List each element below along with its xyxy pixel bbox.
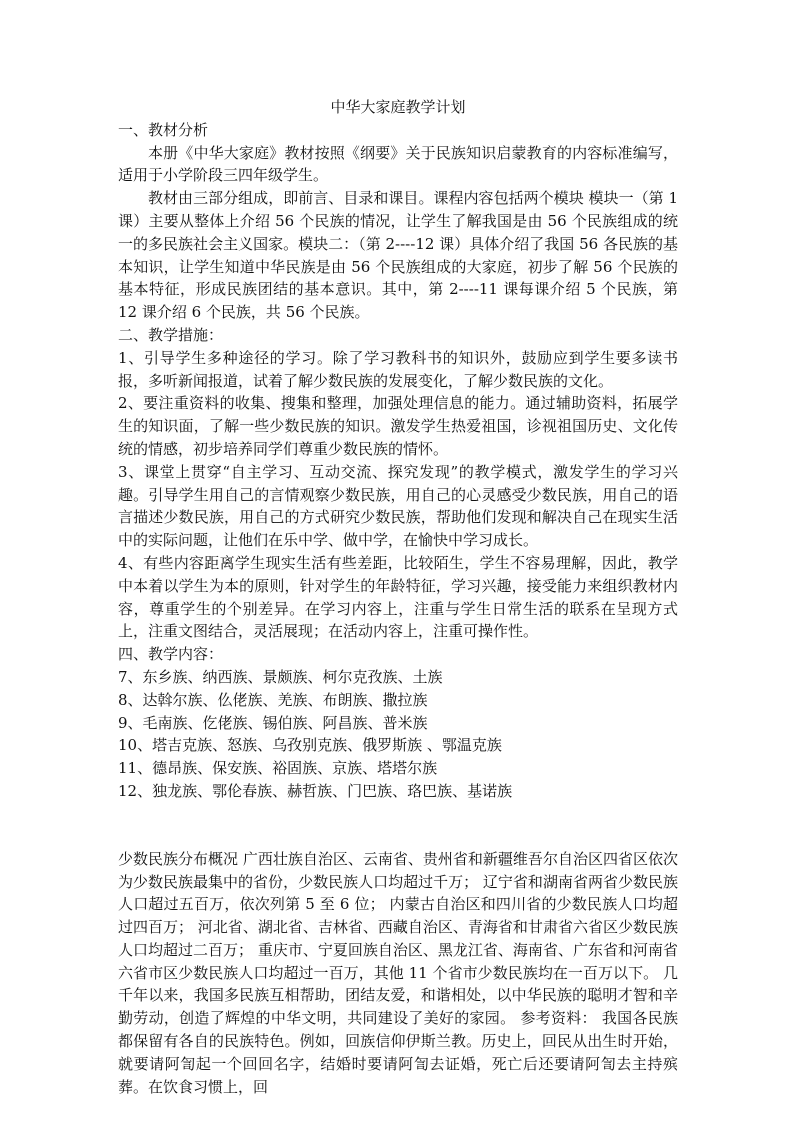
measure-item: 2、要注重资料的收集、搜集和整理，加强处理信息的能力。通过辅助资料，拓展学生的知识面，了解一些少数民族的知识。激发学生热爱祖国，诊视祖国历史、文化传统的情感，初步培养同学们尊重少数民族的情怀。 — [118, 394, 678, 458]
lesson-item: 12、独龙族、鄂伦春族、赫哲族、门巴族、珞巴族、基诺族 — [118, 781, 513, 800]
measure-item: 3、课堂上贯穿“自主学习、互动交流、探究发现”的教学模式，激发学生的学习兴趣。引导学生用自己的言情观察少数民族，用自己的心灵感受少数民族，用自己的语言描述少数民族，用自己的方式研究少数民族，帮助他们发现和解决自己在现实生活中的实际问题，让他们在乐中学、做中学，在愉快中学习成长。 — [118, 462, 678, 550]
measure-item: 1、引导学生多种途径的学习。除了学习教科书的知识外，鼓励应到学生要多读书报，多听新闻报道，试着了解少数民族的发展变化，了解少数民族的文化。 — [118, 348, 678, 390]
document-title: 中华大家庭教学计划 — [330, 98, 466, 116]
section-heading-textbook-analysis: 一、教材分析 — [118, 120, 209, 139]
ethnic-distribution-paragraph: 少数民族分布概况 广西壮族自治区、云南省、贵州省和新疆维吾尔自治区四省区依次为少数民族最集中的省份，少数民族人口均超过千万； 辽宁省和湖南省两省少数民族人口超过五百万，依次列第 5 至 6 位； 内蒙古自治区和四川省的少数民族人口均超过四百万； 河北省、湖北省、吉林省、西藏自治区、青海省和甘肃省六省区少数民族人口均超过二百万； 重庆市、宁夏回族自治区、黑龙江省、海南省、广东省和河南省六省市区少数民族人口均超过一百万，其他 11 个省市少数民族均在一百万以下。 几千年以来，我国多民族互相帮助，团结友爱，和谐相处，以中华民族的聪明才智和辛勤劳动，创造了辉煌的中华文明，共同建设了美好的家园。 参考资料： 我国各民族都保留有各自的民族特色。例如，回族信仰伊斯兰教。历史上，回民从出生时开始，就要请阿訇起一个回回名字，结婚时要请阿訇去证婚，死亡后还要请阿訇去主持殡葬。在饮食习惯上，回 — [118, 849, 678, 1096]
lesson-item: 10、塔吉克族、怒族、乌孜别克族、俄罗斯族 、鄂温克族 — [118, 736, 502, 755]
document-page — [118, 96, 678, 1098]
measure-item: 4、有些内容距离学生现实生活有些差距，比较陌生，学生不容易理解，因此，教学中本着以学生为本的原则，针对学生的年龄特征，学习兴趣，接受能力来组织教材内容，尊重学生的个别差异。在学习内容上，注重与学生日常生活的联系在呈现方式上，注重文图结合，灵活展现；在活动内容上，注重可操作性。 — [118, 553, 678, 641]
lesson-item: 9、毛南族、仡佬族、锡伯族、阿昌族、普米族 — [118, 713, 428, 732]
paragraph: 本册《中华大家庭》教材按照《纲要》关于民族知识启蒙教育的内容标准编写，适用于小学阶段三四年级学生。 — [118, 143, 678, 185]
lesson-item: 8、达斡尔族、仫佬族、羌族、布朗族、撒拉族 — [118, 690, 428, 709]
blank-gap — [118, 803, 678, 848]
lesson-item: 7、东乡族、纳西族、景颇族、柯尔克孜族、土族 — [118, 667, 443, 686]
lesson-item: 11、德昂族、保安族、裕固族、京族、塔塔尔族 — [118, 759, 438, 778]
section-heading-teaching-measures: 二、教学措施： — [118, 325, 224, 344]
lesson-list — [118, 666, 678, 803]
paragraph: 教材由三部分组成，即前言、目录和课目。课程内容包括两个模块 模块一（第 1 课）主要从整体上介绍 56 个民族的情况，让学生了解我国是由 56 个民族组成的统一的多民族社会主义国家。模块二：（第 2----12 课）具体介绍了我国 56 各民族的基本知识，让学生知道中华民族是由 56 个民族组成的大家庭，初步了解 56 个民族的基本特征，形成民族团结的基本意识。其中，第 2----11 课每课介绍 5 个民族，第 12 课介绍 6 个民族，共 56 个民族。 — [118, 189, 678, 322]
section-heading-teaching-content: 四、教学内容： — [118, 645, 224, 664]
